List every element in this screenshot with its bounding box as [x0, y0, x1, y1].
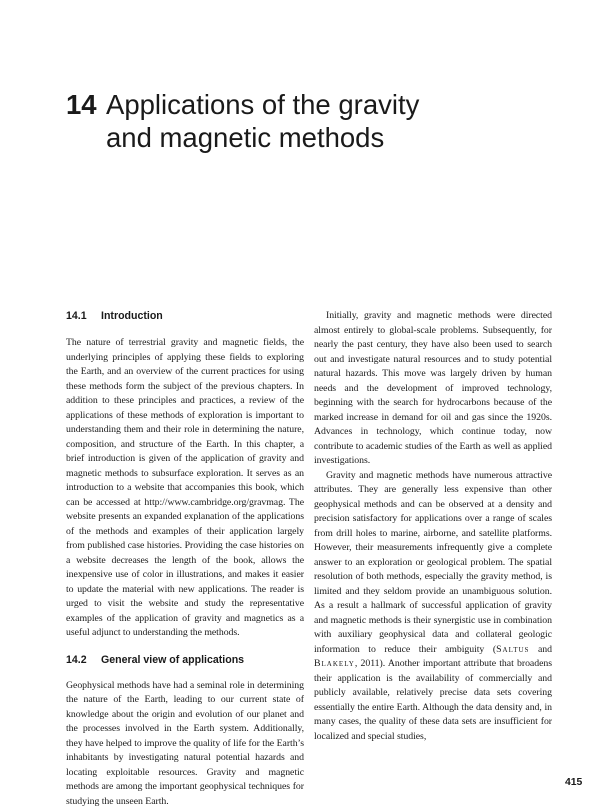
citation-author-saltus: Saltus: [496, 644, 529, 655]
chapter-title: [66, 88, 526, 154]
general-view-paragraph-2: Initially, gravity and magnetic methods were directed almost entirely to global-scale problems. Subsequently, for nearly the past century, they have also been used to search out and investigate natural resources and to study potential natural hazards. This move was largely driven by human needs and the development of improved technology, beginning with the search for hydrocarbons because of the marked increase in demand for oil and gas since the 1920s. Advances in technology, which continue today, now contribute to academic studies of the Earth as well as applied investigations.: [314, 309, 552, 469]
right-column: [314, 309, 552, 744]
chapter-number: 14: [66, 88, 106, 121]
section-title: Introduction: [101, 310, 163, 322]
left-column: [66, 309, 304, 809]
section-title: General view of applications: [101, 654, 244, 666]
section-heading-general-view: [66, 653, 304, 667]
section-heading-introduction: [66, 309, 304, 323]
chapter-title-line-2: and magnetic methods: [66, 121, 526, 154]
introduction-paragraph: The nature of terrestrial gravity and magnetic fields, the underlying principles of applying these fields to exploring the Earth, and an overview of the current practices for using these methods form the subject of the previous chapters. In addition to these principles and practices, a review of the applications of these methods of exploration is important to understanding them and their role in determining the nature, composition, and structure of the Earth. In this chapter, a brief introduction is given of the application of gravity and magnetic methods to subsurface exploration. It serves as an introduction to a website that accompanies this book, which can be accessed at http://www.cambridge.org/gravmag. The website presents an expanded explanation of the applications of the methods and examples of their application largely from published case histories. Providing the case histories on a website decreases the length of the book, allows the inexpensive use of color in illustrations, and makes it easier to update the material with new applications. The reader is urged to visit the website and study the representative examples of the application of gravity and magnetics as a useful adjunct to understanding the methods.: [66, 336, 304, 641]
section-number: 14.1: [66, 309, 101, 323]
citation-author-blakely: Blakely: [314, 658, 355, 669]
paragraph-3-continuation: , 2011). Another important attribute that broadens their application is the availability of commercially and publicly available, relatively precise data sets covering essentially the entire Earth. Although the data density and, in many cases, the quality of these data sets are insufficient for localized and special studies,: [314, 658, 552, 742]
general-view-paragraph-1: Geophysical methods have had a seminal role in determining the nature of the Earth, leading to our current state of knowledge about the origin and evolution of our planet and the processes involved in the Earth system. Additionally, they have helped to improve the quality of life for the Earth’s inhabitants by investigating natural potential hazards and locating exploitable resources. Gravity and magnetic methods are among the important geophysical techniques for studying the unseen Earth.: [66, 679, 304, 809]
paragraph-3-text: Gravity and magnetic methods have numerous attractive attributes. They are generally less expensive than other geophysical methods and can be observed at a density and precision satisfactory for applications over a range of scales from drill holes to marine, airborne, and satellite platforms. However, their measurements infrequently give a complete answer to an exploration or geological problem. The spatial resolution of both methods, especially the gravity method, is limited and they seldom provide an unambiguous solution. As a result a hallmark of successful application of gravity and magnetic methods is their synergistic use in combination with auxiliary geophysical data and collateral geologic information to reduce their ambiguity (: [314, 470, 552, 655]
general-view-paragraph-3: [314, 469, 552, 745]
chapter-title-line-1: Applications of the gravity: [106, 89, 419, 120]
citation-and: and: [529, 644, 552, 655]
section-number: 14.2: [66, 653, 101, 667]
page-number: 415: [565, 777, 582, 788]
